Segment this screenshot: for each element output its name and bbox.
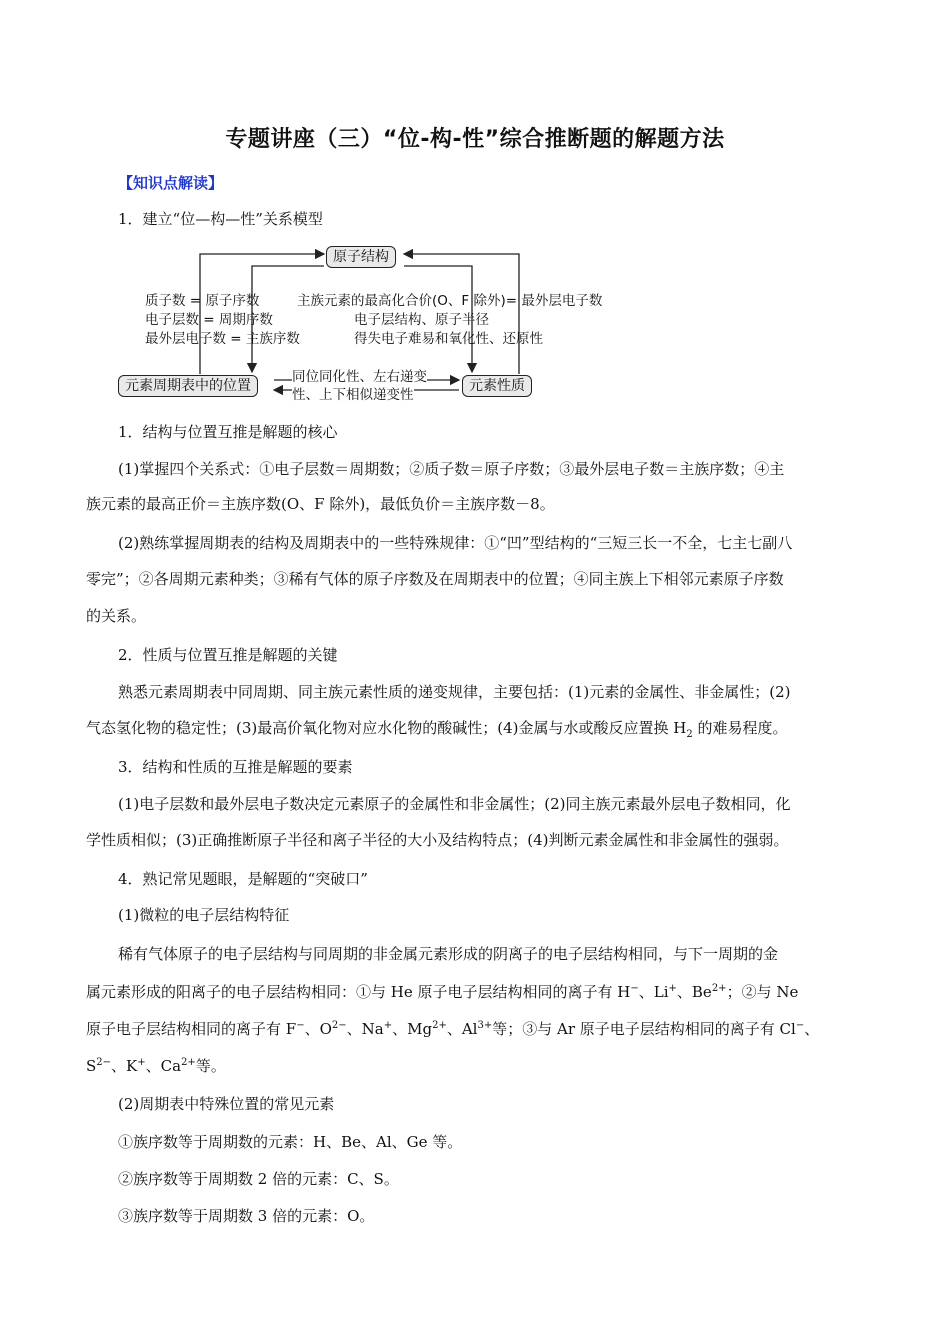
- s1-para2-line3: 的关系。: [86, 607, 147, 625]
- s1-para2-line2: 零完”；②各周期元素种类；③稀有气体的原子序数及在周期表中的位置；④同主族上下相邻元素原子序数: [86, 570, 784, 588]
- s3-line1: (1)电子层数和最外层电子数决定元素原子的金属性和非金属性；(2)同主族元素最外层电子数相同，化: [118, 795, 791, 813]
- s4-subheading-2: (2)周期表中特殊位置的常见元素: [118, 1095, 335, 1113]
- s4-para-line2: 属元素形成的阳离子的电子层结构相同：①与 He 原子电子层结构相同的离子有 H−、Li+、$Be^{2+}$；②与 Ne: [86, 983, 799, 1001]
- section-3-heading: 3．结构和性质的互推是解题的要素: [118, 758, 353, 776]
- left-label-2: 电子层数 = 周期序数: [145, 312, 273, 328]
- s4-subheading-1: (1)微粒的电子层结构特征: [118, 906, 290, 924]
- left-label-1: 质子数 = 原子序数: [145, 293, 260, 309]
- s4-list-item-2: ②族序数等于周期数 2 倍的元素：C、S。: [118, 1170, 399, 1188]
- section-1-heading: 1．结构与位置互推是解题的核心: [118, 423, 338, 441]
- box-atomic-structure: 原子结构: [326, 246, 396, 268]
- s3-line2: 学性质相似；(3)正确推断原子半径和离子半径的大小及结构特点；(4)判断元素金属性和非金属性的强弱。: [86, 831, 789, 849]
- right-label-2: 电子层结构、原子半径: [354, 312, 489, 328]
- s1-para2-line1: (2)熟练掌握周期表的结构及周期表中的一些特殊规律：①“凹”型结构的“三短三长一不全，七主七副八: [118, 534, 793, 552]
- s4-list-item-1: ①族序数等于周期数的元素：H、Be、Al、Ge 等。: [118, 1133, 463, 1151]
- section-2-heading: 2．性质与位置互推是解题的关键: [118, 646, 338, 664]
- diagram-heading: 1．建立“位—构—性”关系模型: [118, 210, 323, 228]
- box-element-property: 元素性质: [462, 375, 532, 397]
- middle-label-1: 同位同化性、左右递变: [292, 369, 427, 385]
- s2-line2: 气态氢化物的稳定性；(3)最高价氧化物对应水化物的酸碱性；(4)金属与水或酸反应置换 $H_2$ 的难易程度。: [86, 719, 788, 740]
- section-4-heading: 4．熟记常见题眼，是解题的“突破口”: [118, 870, 368, 888]
- s4-para-line1: 稀有气体原子的电子层结构与同周期的非金属元素形成的阴离子的电子层结构相同，与下一周期的金: [118, 945, 779, 963]
- box-periodic-position: 元素周期表中的位置: [118, 375, 258, 397]
- left-label-3: 最外层电子数 = 主族序数: [145, 331, 300, 347]
- relationship-diagram: [114, 244, 634, 404]
- right-label-3: 得失电子难易和氧化性、还原性: [354, 331, 543, 347]
- s1-para1-line1: (1)掌握四个关系式：①电子层数＝周期数；②质子数＝原子序数；③最外层电子数＝主族序数；④主: [118, 460, 785, 478]
- s4-para-line4: $S^{2-}$、K+、$Ca^{2+}$等。: [86, 1057, 226, 1075]
- middle-label-2: 性、上下相似递变性: [292, 387, 414, 403]
- page-title: 专题讲座（三）“位-构-性”综合推断题的解题方法: [225, 127, 725, 152]
- s2-line1: 熟悉元素周期表中同周期、同主族元素性质的递变规律，主要包括：(1)元素的金属性、非金属性；(2): [118, 683, 791, 701]
- s4-list-item-3: ③族序数等于周期数 3 倍的元素：O。: [118, 1207, 375, 1225]
- section-tag: 【知识点解读】: [118, 174, 224, 192]
- right-label-1: 主族元素的最高化合价(O、F 除外)= 最外层电子数: [297, 293, 603, 309]
- s1-para1-line2: 族元素的最高正价＝主族序数(O、F 除外)，最低负价＝主族序数－8。: [86, 495, 555, 513]
- s4-para-line3: 原子电子层结构相同的离子有 F−、$O^{2-}$、Na+、$Mg^{2+}$、$Al^{3+}$等；③与 Ar 原子电子层结构相同的离子有 Cl−、: [86, 1020, 820, 1038]
